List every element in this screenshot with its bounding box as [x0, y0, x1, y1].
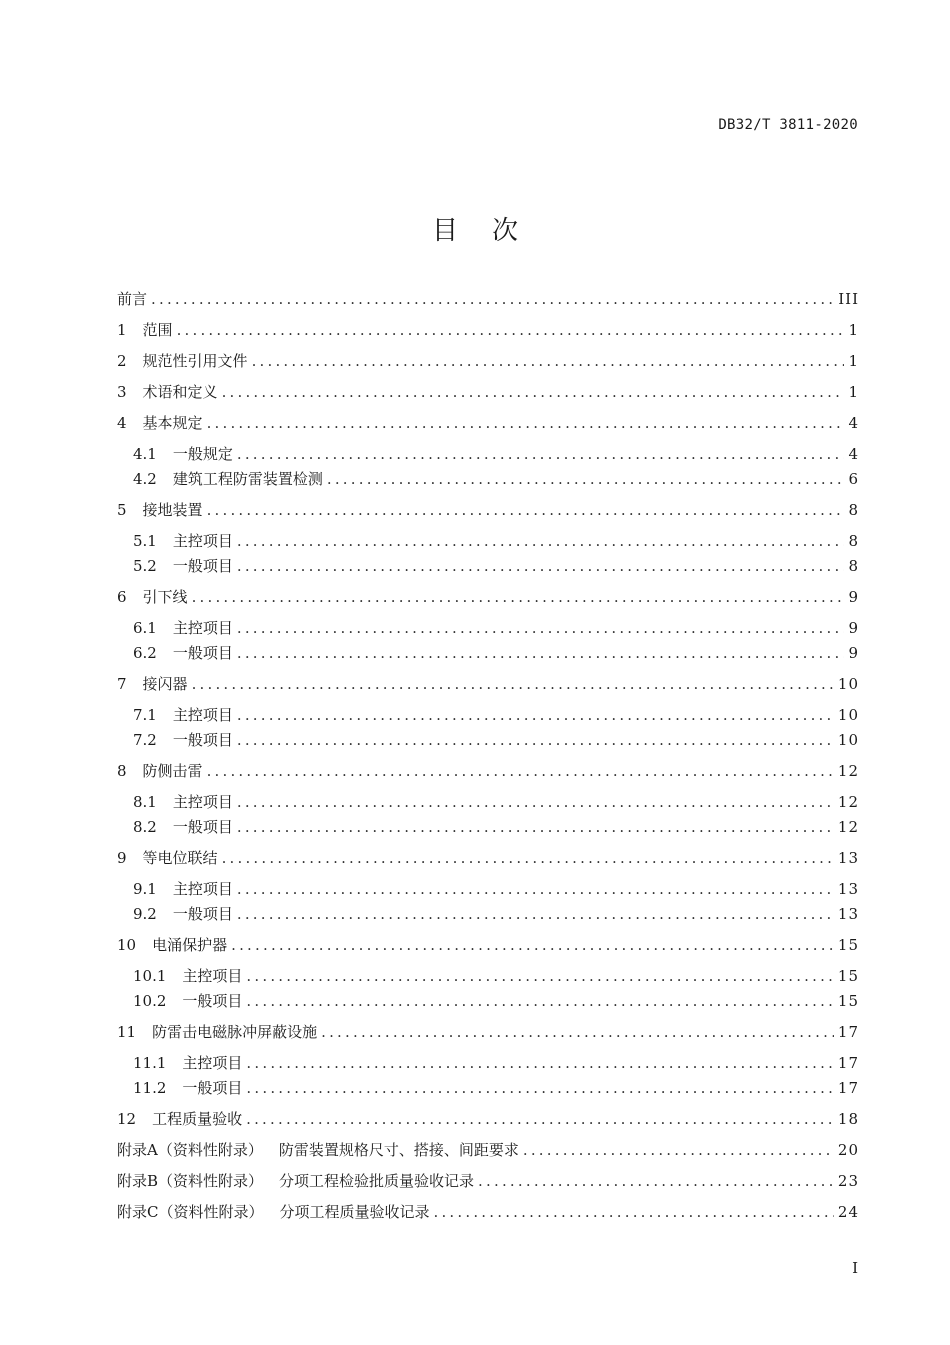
toc-entry-number: 4 [117, 414, 127, 432]
toc-entry-label: 建筑工程防雷装置检测 [172, 470, 323, 488]
toc-dot-leader [207, 759, 834, 784]
toc-entry-page: 24 [837, 1203, 859, 1221]
toc-entry-page: 6 [848, 470, 859, 488]
toc-entry-number: 5 [117, 501, 127, 519]
toc-entry-label: 基本规定 [142, 414, 203, 432]
toc-entry-page: 10 [837, 731, 859, 749]
toc-entry-number: 12 [117, 1110, 137, 1128]
toc-dot-leader [207, 498, 845, 523]
toc-entry[interactable] [117, 877, 859, 902]
toc-entry-page: 13 [837, 905, 859, 923]
toc-entry-number: 9.1 [133, 880, 157, 898]
toc-entry[interactable] [117, 411, 859, 436]
toc-entry-page: 20 [837, 1141, 859, 1159]
page-number: I [852, 1259, 858, 1277]
toc-dot-leader [237, 703, 834, 728]
toc-dot-leader [237, 877, 834, 902]
toc-entry[interactable] [117, 442, 859, 467]
toc-entry-label: 一般项目 [182, 992, 243, 1010]
toc-entry-label: 接闪器 [142, 675, 188, 693]
toc-entry[interactable] [117, 498, 859, 523]
toc-entry-number: 7 [117, 675, 127, 693]
toc-entry[interactable] [117, 554, 859, 579]
toc-entry-number: 10.2 [133, 992, 167, 1010]
toc-dot-leader [237, 902, 834, 927]
toc-entry[interactable] [117, 287, 859, 312]
toc-entry-page: III [838, 290, 859, 308]
toc-entry[interactable] [117, 728, 859, 753]
toc-entry-number: 6.1 [133, 619, 157, 637]
toc-entry-page: 23 [837, 1172, 859, 1190]
toc-entry-page: 9 [848, 619, 859, 637]
toc-entry[interactable] [117, 703, 859, 728]
toc-entry-label: 防侧击雷 [142, 762, 203, 780]
toc-dot-leader [523, 1138, 834, 1163]
toc-dot-leader [246, 1051, 833, 1076]
toc-entry-number: 10 [117, 936, 137, 954]
toc-entry-number: 附录A（资料性附录） [117, 1141, 263, 1159]
toc-entry-label: 防雷装置规格尺寸、搭接、间距要求 [278, 1141, 519, 1159]
toc-dot-leader [151, 287, 834, 312]
toc-entry-page: 8 [848, 557, 859, 575]
toc-entry[interactable] [117, 989, 859, 1014]
toc-entry[interactable] [117, 585, 859, 610]
toc-entry-number: 附录B（资料性附录） [117, 1172, 264, 1190]
toc-dot-leader [207, 411, 845, 436]
toc-entry[interactable] [117, 1200, 859, 1225]
toc-entry-page: 9 [848, 644, 859, 662]
toc-entry-number: 11.1 [133, 1054, 167, 1072]
toc-entry-label: 范围 [142, 321, 173, 339]
toc-list [117, 287, 859, 1225]
toc-dot-leader [246, 1076, 833, 1101]
toc-entry-page: 15 [837, 936, 859, 954]
doc-code: DB32/T 3811-2020 [718, 117, 858, 133]
toc-entry-number: 7.2 [133, 731, 157, 749]
toc-entry-number: 10.1 [133, 967, 167, 985]
toc-entry-number: 8.2 [133, 818, 157, 836]
toc-entry[interactable] [117, 1020, 859, 1045]
toc-entry-label: 主控项目 [172, 532, 233, 550]
toc-entry[interactable] [117, 1076, 859, 1101]
toc-entry-page: 1 [848, 321, 859, 339]
toc-dot-leader [177, 318, 845, 343]
toc-entry-number: 1 [117, 321, 127, 339]
toc-entry-number: 4.2 [133, 470, 157, 488]
toc-entry[interactable] [117, 902, 859, 927]
toc-entry-page: 17 [837, 1079, 859, 1097]
toc-dot-leader [327, 467, 845, 492]
toc-entry-label: 主控项目 [172, 706, 233, 724]
toc-dot-leader [222, 846, 834, 871]
toc-dot-leader [246, 964, 833, 989]
toc-entry[interactable] [117, 641, 859, 666]
toc-entry-number: 5.1 [133, 532, 157, 550]
toc-dot-leader [192, 585, 845, 610]
toc-dot-leader [252, 349, 845, 374]
toc-entry[interactable] [117, 1107, 859, 1132]
toc-entry-page: 18 [837, 1110, 859, 1128]
toc-entry[interactable] [117, 1138, 859, 1163]
toc-entry-page: 4 [848, 445, 859, 463]
toc-entry-label: 一般规定 [172, 445, 233, 463]
toc-dot-leader [237, 641, 845, 666]
toc-entry-number: 4.1 [133, 445, 157, 463]
toc-entry-number: 11 [117, 1023, 137, 1041]
toc-entry-page: 1 [848, 383, 859, 401]
toc-dot-leader [237, 442, 845, 467]
toc-entry[interactable] [117, 529, 859, 554]
toc-entry[interactable] [117, 616, 859, 641]
toc-dot-leader [237, 790, 834, 815]
toc-entry-page: 10 [837, 706, 859, 724]
toc-entry-label: 一般项目 [172, 557, 233, 575]
toc-entry[interactable] [117, 759, 859, 784]
toc-entry[interactable] [117, 318, 859, 343]
toc-entry-number: 6 [117, 588, 127, 606]
toc-entry-label: 主控项目 [172, 880, 233, 898]
toc-entry-label: 接地装置 [142, 501, 203, 519]
toc-entry-number: 8.1 [133, 793, 157, 811]
toc-entry-label: 一般项目 [182, 1079, 243, 1097]
toc-entry-number: 8 [117, 762, 127, 780]
toc-entry[interactable] [117, 815, 859, 840]
toc-entry-number: 11.2 [133, 1079, 167, 1097]
toc-entry-page: 12 [837, 818, 859, 836]
toc-entry[interactable] [117, 1169, 859, 1194]
toc-dot-leader [478, 1169, 834, 1194]
toc-entry-page: 13 [837, 849, 859, 867]
toc-entry-label: 防雷击电磁脉冲屏蔽设施 [152, 1023, 318, 1041]
toc-entry-label: 术语和定义 [142, 383, 218, 401]
toc-dot-leader [237, 529, 845, 554]
toc-dot-leader [192, 672, 834, 697]
toc-entry-page: 17 [837, 1023, 859, 1041]
toc-entry-label: 工程质量验收 [152, 1110, 243, 1128]
toc-dot-leader [237, 728, 834, 753]
toc-entry-number: 6.2 [133, 644, 157, 662]
toc-title: 目次 [431, 216, 552, 246]
toc-entry-label: 一般项目 [172, 905, 233, 923]
toc-entry-label: 一般项目 [172, 818, 233, 836]
toc-entry-label: 前言 [117, 290, 148, 308]
toc-entry-page: 15 [837, 992, 859, 1010]
toc-entry-label: 引下线 [142, 588, 188, 606]
toc-entry-page: 13 [837, 880, 859, 898]
toc-entry[interactable] [117, 846, 859, 871]
toc-entry-page: 4 [848, 414, 859, 432]
toc-entry-label: 主控项目 [182, 1054, 243, 1072]
toc-dot-leader [246, 1107, 834, 1132]
toc-entry-page: 8 [848, 532, 859, 550]
toc-entry-page: 9 [848, 588, 859, 606]
toc-entry-label: 分项工程质量验收记录 [279, 1203, 430, 1221]
toc-entry-page: 12 [837, 793, 859, 811]
toc-entry[interactable] [117, 1051, 859, 1076]
toc-entry-page: 10 [837, 675, 859, 693]
toc-entry-label: 一般项目 [172, 731, 233, 749]
toc-entry[interactable] [117, 672, 859, 697]
toc-entry[interactable] [117, 964, 859, 989]
toc-dot-leader [434, 1200, 834, 1225]
toc-dot-leader [222, 380, 845, 405]
toc-entry-label: 主控项目 [172, 619, 233, 637]
toc-entry-label: 一般项目 [172, 644, 233, 662]
toc-entry[interactable] [117, 380, 859, 405]
toc-dot-leader [237, 815, 834, 840]
toc-dot-leader [246, 989, 833, 1014]
toc-dot-leader [231, 933, 834, 958]
toc-dot-leader [237, 554, 845, 579]
toc-entry-page: 17 [837, 1054, 859, 1072]
toc-entry-label: 主控项目 [172, 793, 233, 811]
toc-entry[interactable] [117, 790, 859, 815]
toc-entry-page: 8 [848, 501, 859, 519]
toc-entry-number: 7.1 [133, 706, 157, 724]
toc-entry[interactable] [117, 349, 859, 374]
toc-entry-number: 附录C（资料性附录） [117, 1203, 264, 1221]
toc-entry-label: 电涌保护器 [152, 936, 228, 954]
toc-entry[interactable] [117, 467, 859, 492]
toc-entry-page: 15 [837, 967, 859, 985]
toc-entry-label: 等电位联结 [142, 849, 218, 867]
toc-entry-page: 12 [837, 762, 859, 780]
toc-entry[interactable] [117, 933, 859, 958]
toc-entry-number: 9 [117, 849, 127, 867]
toc-entry-label: 分项工程检验批质量验收记录 [279, 1172, 475, 1190]
toc-entry-label: 规范性引用文件 [142, 352, 248, 370]
toc-entry-label: 主控项目 [182, 967, 243, 985]
toc-dot-leader [237, 616, 845, 641]
toc-entry-number: 9.2 [133, 905, 157, 923]
toc-entry-number: 2 [117, 352, 127, 370]
toc-entry-page: 1 [848, 352, 859, 370]
toc-entry-number: 3 [117, 383, 127, 401]
toc-entry-number: 5.2 [133, 557, 157, 575]
toc-dot-leader [321, 1020, 834, 1045]
